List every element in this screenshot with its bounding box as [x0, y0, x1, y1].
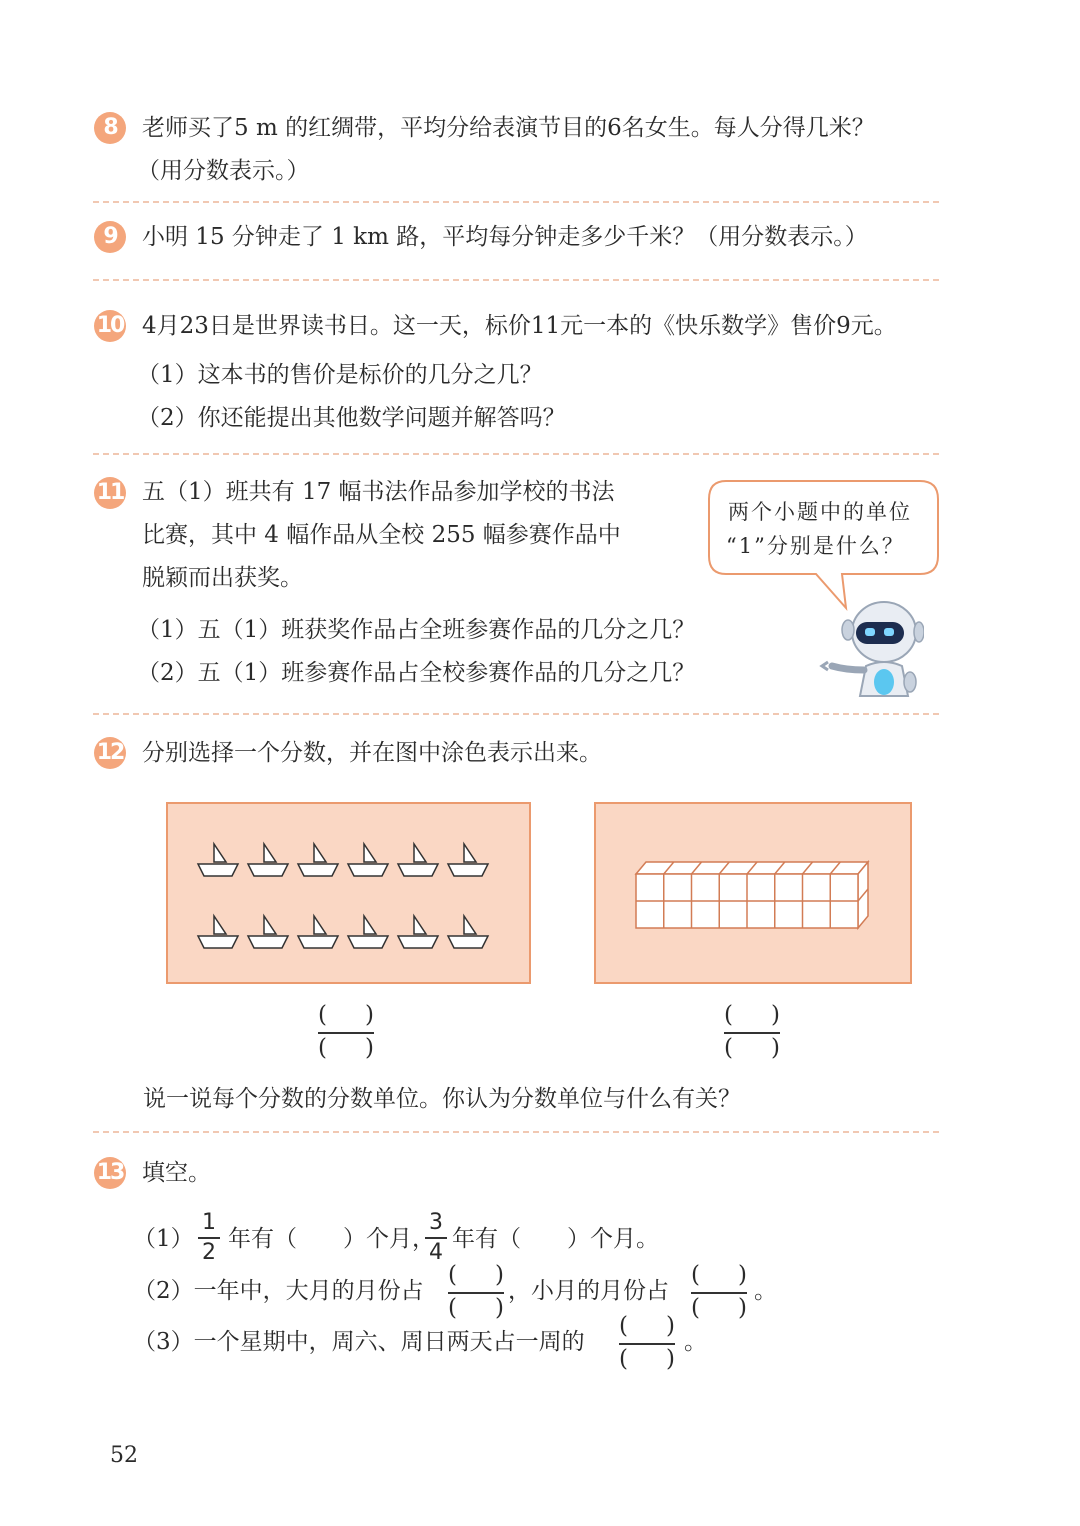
- sub2-text-a: （2）一年中，大月的月份占: [133, 1278, 424, 1304]
- question-8-text: 老师买了5 m 的红绸带，平均分给表演节目的6名女生。每人分得几米？: [142, 115, 875, 141]
- sub3-text-a: （3）一个星期中，周六、周日两天占一周的: [133, 1329, 585, 1355]
- sub2-text-b: ，小月的月份占: [508, 1278, 669, 1304]
- sub2-text-c: 。: [754, 1278, 777, 1304]
- question-number-9: 9: [94, 221, 126, 253]
- bubble-text-line2: “1”分别是什么？: [726, 534, 905, 558]
- robot-mascot-icon: [818, 596, 924, 700]
- question-11-line3: 脱颖而出获奖。: [142, 565, 303, 591]
- divider: [93, 453, 939, 455]
- fraction-three-quarters: 3 4: [425, 1211, 447, 1265]
- question-11-sub1: （1）五（1）班获奖作品占全班参赛作品的几分之几？: [137, 617, 696, 643]
- question-11-sub2: （2）五（1）班参赛作品占全校参赛作品的几分之几？: [137, 660, 696, 686]
- question-number-13: 13: [94, 1157, 126, 1189]
- divider: [93, 1131, 939, 1133]
- answer-fraction-small-months[interactable]: ( ) ( ): [691, 1262, 747, 1321]
- divider: [93, 279, 939, 281]
- fraction-one-half: 1 2: [198, 1211, 220, 1265]
- question-9-text: 小明 15 分钟走了 1 km 路，平均每分钟走多少千米？（用分数表示。）: [142, 224, 868, 250]
- answer-fraction-cubes[interactable]: ( ) ( ): [724, 1002, 780, 1061]
- question-12-footer: 说一说每个分数的分数单位。你认为分数单位与什么有关？: [143, 1086, 741, 1112]
- boats-figure: [166, 802, 531, 984]
- question-10-sub1: （1）这本书的售价是标价的几分之几？: [137, 362, 543, 388]
- question-10-sub2: （2）你还能提出其他数学问题并解答吗？: [137, 405, 566, 431]
- sub1-text-b: 年有（ ）个月。: [452, 1226, 659, 1252]
- question-8-note: （用分数表示。）: [137, 158, 310, 184]
- sub3-text-b: 。: [684, 1329, 707, 1355]
- divider: [93, 201, 939, 203]
- question-number-11: 11: [94, 477, 126, 509]
- cubes-figure: [594, 802, 912, 984]
- answer-fraction-big-months[interactable]: ( ) ( ): [448, 1262, 504, 1321]
- page-number: 52: [110, 1443, 138, 1468]
- answer-fraction-boats[interactable]: ( ) ( ): [318, 1002, 374, 1061]
- question-11-line2: 比赛，其中 4 幅作品从全校 255 幅参赛作品中: [142, 522, 621, 548]
- sub1-label: （1）: [133, 1226, 194, 1252]
- bubble-text-line1: 两个小题中的单位: [728, 500, 912, 524]
- answer-fraction-weekend[interactable]: ( ) ( ): [619, 1313, 675, 1372]
- question-13-title: 填空。: [142, 1160, 211, 1186]
- question-number-8: 8: [94, 112, 126, 144]
- question-12-text: 分别选择一个分数，并在图中涂色表示出来。: [142, 740, 602, 766]
- question-number-12: 12: [94, 737, 126, 769]
- question-11-line1: 五（1）班共有 17 幅书法作品参加学校的书法: [142, 479, 615, 505]
- divider: [93, 713, 939, 715]
- question-10-text: 4月23日是世界读书日。这一天，标价11元一本的《快乐数学》售价9元。: [142, 313, 897, 339]
- question-number-10: 10: [94, 310, 126, 342]
- sub1-text-a: 年有（ ）个月，: [228, 1226, 435, 1252]
